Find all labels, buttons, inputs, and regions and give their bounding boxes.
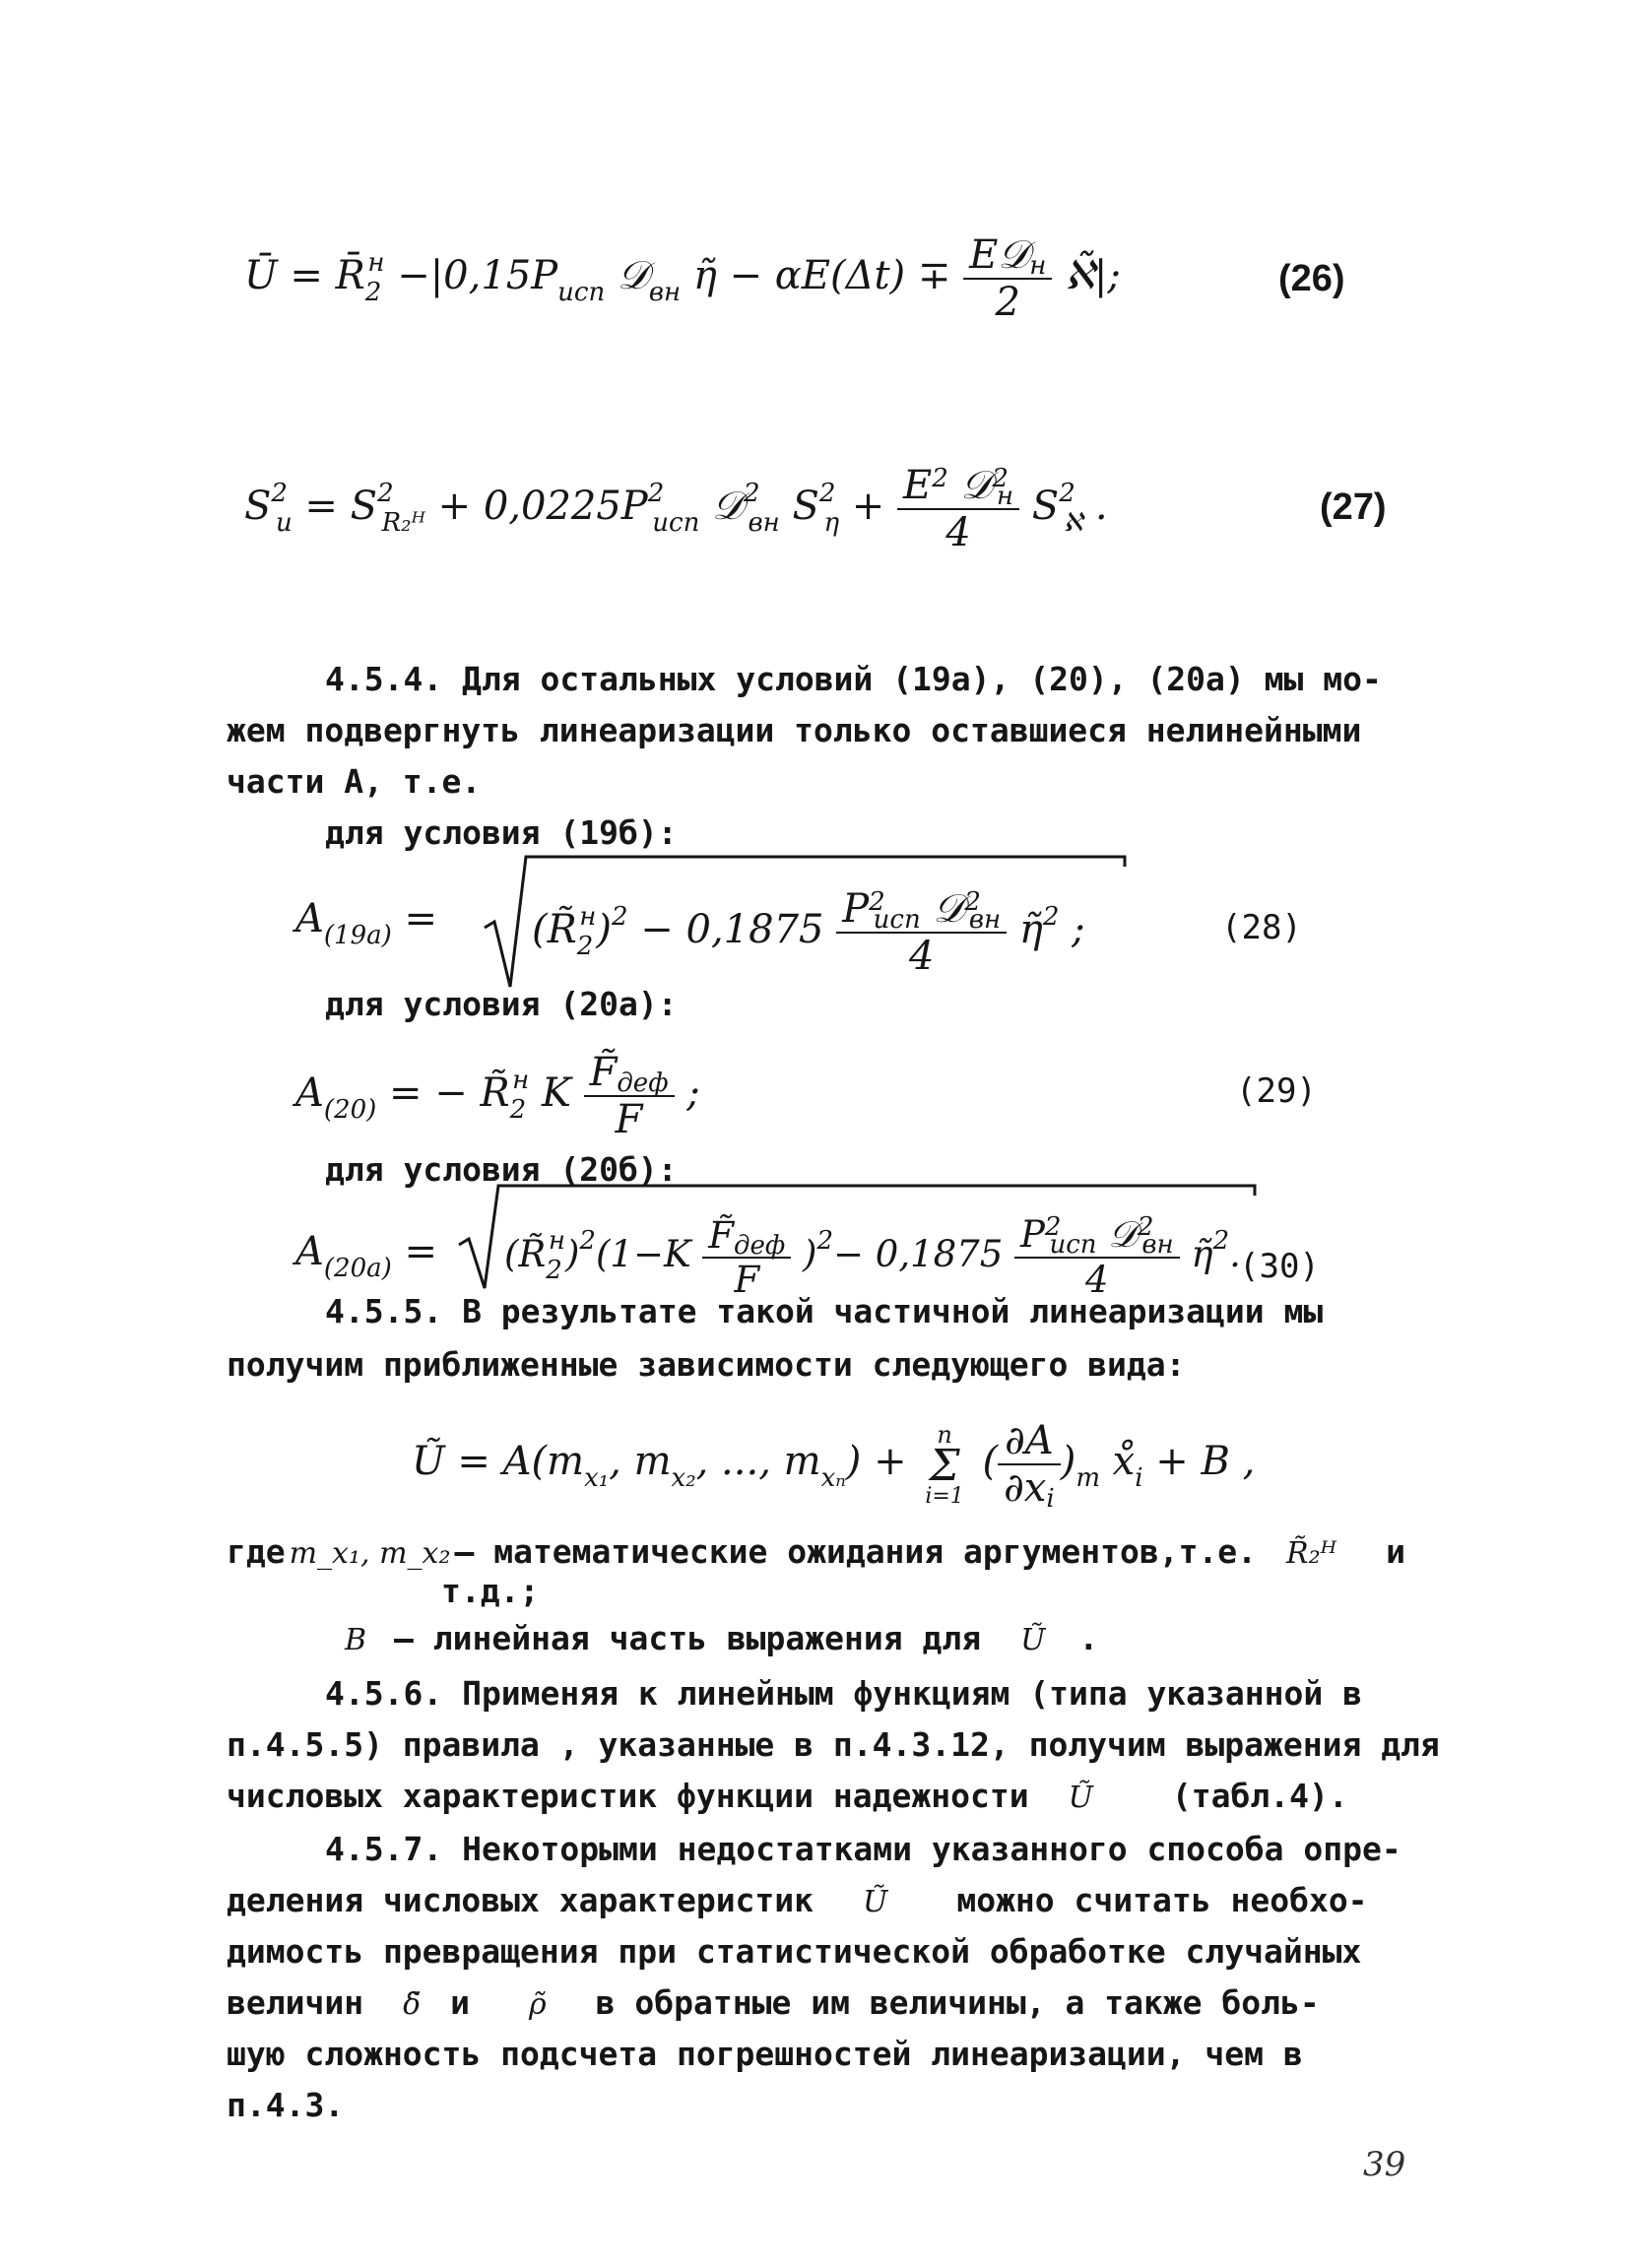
where-prefix: где [227, 1532, 286, 1571]
eq27-fraction: $\frac{E^2 𝒟^2н}{4}$ [897, 463, 1019, 555]
eq26-sub: 2 [364, 278, 382, 307]
condition-19: для условия (19б): [325, 813, 678, 852]
para-4-5-7-var: Ũ [863, 1885, 888, 1919]
where-text: – математические ожидания аргументов,т.е. [454, 1532, 1258, 1571]
para-4-5-6-line2: п.4.5.5) правила , указанные в п.4.3.12, получим выражения для [227, 1725, 1440, 1764]
where-line3 [345, 1619, 1098, 1657]
where-b-var: B [345, 1623, 367, 1657]
eq26-tail: ℵ̃|; [1065, 253, 1121, 298]
para-4-5-7-line6: п.4.3. [227, 2086, 345, 2124]
eq26-lhs: Ū = R̄ [244, 253, 365, 298]
eq27-tail: $S^2_ℵ$ . [1031, 479, 1108, 538]
where-line2: т.д.; [441, 1572, 540, 1610]
where-vars: m_x₁, m_x₂ [289, 1536, 451, 1571]
eq30-fraction-2: $\frac{P^2исп 𝒟^2вн}{4}$ [1014, 1213, 1180, 1301]
eq30-lhs: $A_{(20а)}$ = [295, 1229, 437, 1283]
para-4-5-7-line2-b: можно считать необхо- [956, 1881, 1368, 1919]
equation-number-27: (27) [1320, 486, 1387, 528]
where-and: и [1386, 1532, 1406, 1571]
para-4-5-7-and: и [450, 1983, 471, 2022]
equation-main: Ũ = $A(m_{x_1}$, $m_{x_2}$, ..., $m_{x_n}$) + n Σ i=1 ( $\frac{\partial A}{\partial xi}$ )$_m$ $x̊_i + B$ , [412, 1418, 1256, 1514]
para-4-5-7-delta: δ̃ [403, 1987, 422, 2022]
equation-27 [244, 463, 1108, 555]
condition-20b: для условия (20б): [325, 1150, 678, 1189]
page-number: 39 [1363, 2145, 1406, 2184]
eq29-lhs: $A_{(20)}$ = − $R̃_2^н$ K [295, 1066, 584, 1125]
para-4-5-5-line2: получим приближенные зависимости следующего вида: [227, 1345, 1186, 1384]
para-4-5-6-line1: 4.5.6. Применяя к линейным функциям (типа указанной в [325, 1674, 1362, 1713]
para-4-5-5-line1: 4.5.5. В результате такой частичной линеаризации мы [325, 1292, 1324, 1330]
para-4-5-7-line2 [227, 1881, 1368, 1919]
para-4-5-7-line1: 4.5.7. Некоторыми недостатками указанного способа опре- [325, 1830, 1401, 1868]
equation-28 [295, 896, 437, 950]
para-4-5-7-line4-a: величин [227, 1983, 364, 2022]
eq-main-sum: n Σ i=1 [925, 1420, 964, 1509]
eq29-fraction: $\frac{\text{F̃деф}}{F}$ [584, 1050, 675, 1142]
condition-20a: для условия (20а): [325, 985, 678, 1023]
equation-number-28: (28) [1221, 908, 1302, 947]
where-line1 [227, 1532, 1405, 1571]
para-4-5-7-line4 [227, 1983, 1320, 2022]
eq26-body: $-|0,15P_{исп}$ 𝒟$_{вн}$ η̃ − αE(Δt) ∓ [397, 253, 964, 307]
eq-main-derivative: $\frac{\partial A}{\partial xi}$ [998, 1418, 1061, 1511]
para-4-5-7-rho: ρ̃ [529, 1987, 547, 2022]
para-4-5-4-line1: 4.5.4. Для остальных условий (19а), (20), (20а) мы мо- [325, 660, 1382, 698]
eq30-radicand: $(R̃_2^н)^2(1-K$ $\frac{\text{F̃деф}}{F}$ )$^2$− 0,1875 $\frac{P^2исп 𝒟^2вн}{4}$ η̃$^2$. [504, 1212, 1241, 1301]
where-u-var: Ũ [1020, 1623, 1046, 1657]
equation-26 [244, 232, 1121, 325]
equation-29: $A_{(20)}$ = − $R̃_2^н$ K $\frac{\text{F̃деф}}{F}$ ; [295, 1050, 700, 1142]
para-4-5-6-line3 [227, 1777, 1348, 1815]
eq26-fraction: $\frac{\text{E𝒟н}}{2}$ [963, 232, 1052, 325]
equation-30 [295, 1229, 437, 1283]
where-end: . [1078, 1619, 1099, 1657]
para-4-5-4-line2: жем подвергнуть линеаризации только оставшиеся нелинейными [227, 711, 1362, 749]
eq30-fraction-1: $\frac{\text{F̃деф}}{F}$ [702, 1214, 791, 1301]
equation-number-30: (30) [1239, 1247, 1320, 1286]
para-4-5-7-line5: шую сложность подсчета погрешностей линеаризации, чем в [227, 2035, 1303, 2073]
eq28-fraction: $\frac{P^2исп 𝒟^2вн}{4}$ [836, 886, 1007, 979]
eq28-lhs: $A_{(19а)}$ = [295, 896, 437, 950]
para-4-5-7-line4-b: в обратные им величины, а также боль- [595, 1983, 1320, 2022]
where-var2: R̃₂ᴴ [1286, 1536, 1337, 1571]
para-4-5-6-var: Ũ [1068, 1781, 1093, 1815]
para-4-5-6-line3-a: числовых характеристик функции надежности [227, 1777, 1029, 1815]
equation-number-29: (29) [1236, 1071, 1317, 1111]
para-4-5-6-line3-b: (табл.4). [1171, 1777, 1348, 1815]
equation-number-26: (26) [1278, 258, 1345, 299]
eq26-sup: н [367, 248, 385, 278]
eq27-lhs: $S^2_u = S^2_{R_2ᴴ} + 0,0225P^2_{исп}$ 𝒟$^2_{вн}$ $S^2_\eta$ + [244, 479, 897, 538]
para-4-5-7-line3: димость превращения при статистической обработке случайных [227, 1932, 1362, 1971]
para-4-5-4-line3: части А, т.е. [227, 762, 482, 801]
where-b-text: – линейная часть выражения для [394, 1619, 982, 1657]
eq28-radicand: $(R̃_2^н)^2 - 0,1875$ $\frac{P^2исп 𝒟^2вн}{4}$ η̃$^2$ ; [532, 886, 1085, 979]
para-4-5-7-line2-a: деления числовых характеристик [227, 1881, 814, 1919]
